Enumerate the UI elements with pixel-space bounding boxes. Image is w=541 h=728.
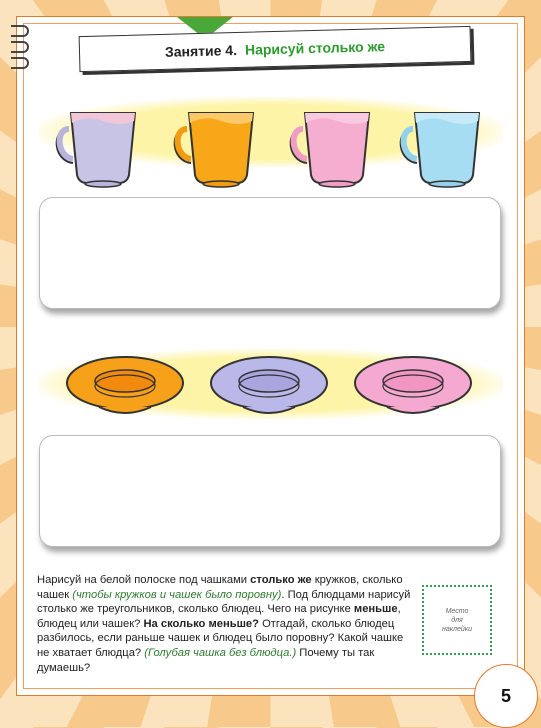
instr-4: , блюдец или чашек?	[37, 603, 401, 630]
instructions-text	[37, 573, 413, 675]
instr-italic-2: (Голубая чашка без блюдца.)	[144, 646, 297, 659]
cup-icon	[51, 103, 143, 189]
sticker-placeholder[interactable]	[422, 585, 492, 655]
instr-5: Отгадай, сколько блюдец разбилось, если раньше чашек и блюдец было поровну? Какой чашке не хватает блюдца?	[37, 617, 404, 659]
instr-1: Нарисуй на белой полоске под чашками	[37, 574, 251, 586]
workbook-page	[16, 16, 525, 696]
instr-italic-1: (чтобы кружков и чашек было поровну)	[72, 588, 282, 601]
instr-2: кружков, сколько чашек	[37, 574, 403, 601]
lesson-title: Нарисуй столько же	[244, 38, 386, 58]
instr-bold-2: меньше	[353, 603, 398, 616]
sticker-line-1: Место	[445, 607, 469, 615]
lesson-header	[79, 26, 472, 72]
saucer-icon	[63, 353, 187, 423]
saucer-icon	[351, 353, 475, 423]
instr-3: . Под блюдцами нарисуй столько же треугольников, сколько блюдец. Чего на рисунке	[37, 588, 411, 616]
cup-icon	[395, 103, 487, 189]
cup-icon	[285, 103, 377, 189]
drawing-strip-saucers[interactable]	[39, 435, 501, 547]
drawing-strip-cups[interactable]	[39, 197, 501, 309]
sticker-line-2: для	[451, 616, 463, 624]
instr-6: Почему ты так думаешь?	[37, 646, 375, 674]
instr-bold-3: На сколько меньше?	[143, 617, 259, 630]
sticker-line-3: наклейки	[442, 625, 472, 633]
spiral-binding-icon	[11, 21, 39, 73]
lesson-number: Занятие 4.	[164, 41, 238, 60]
page-number: 5	[474, 664, 538, 728]
saucer-icon	[207, 353, 331, 423]
cup-icon	[169, 103, 261, 189]
instr-bold-1: столько же	[250, 574, 312, 586]
